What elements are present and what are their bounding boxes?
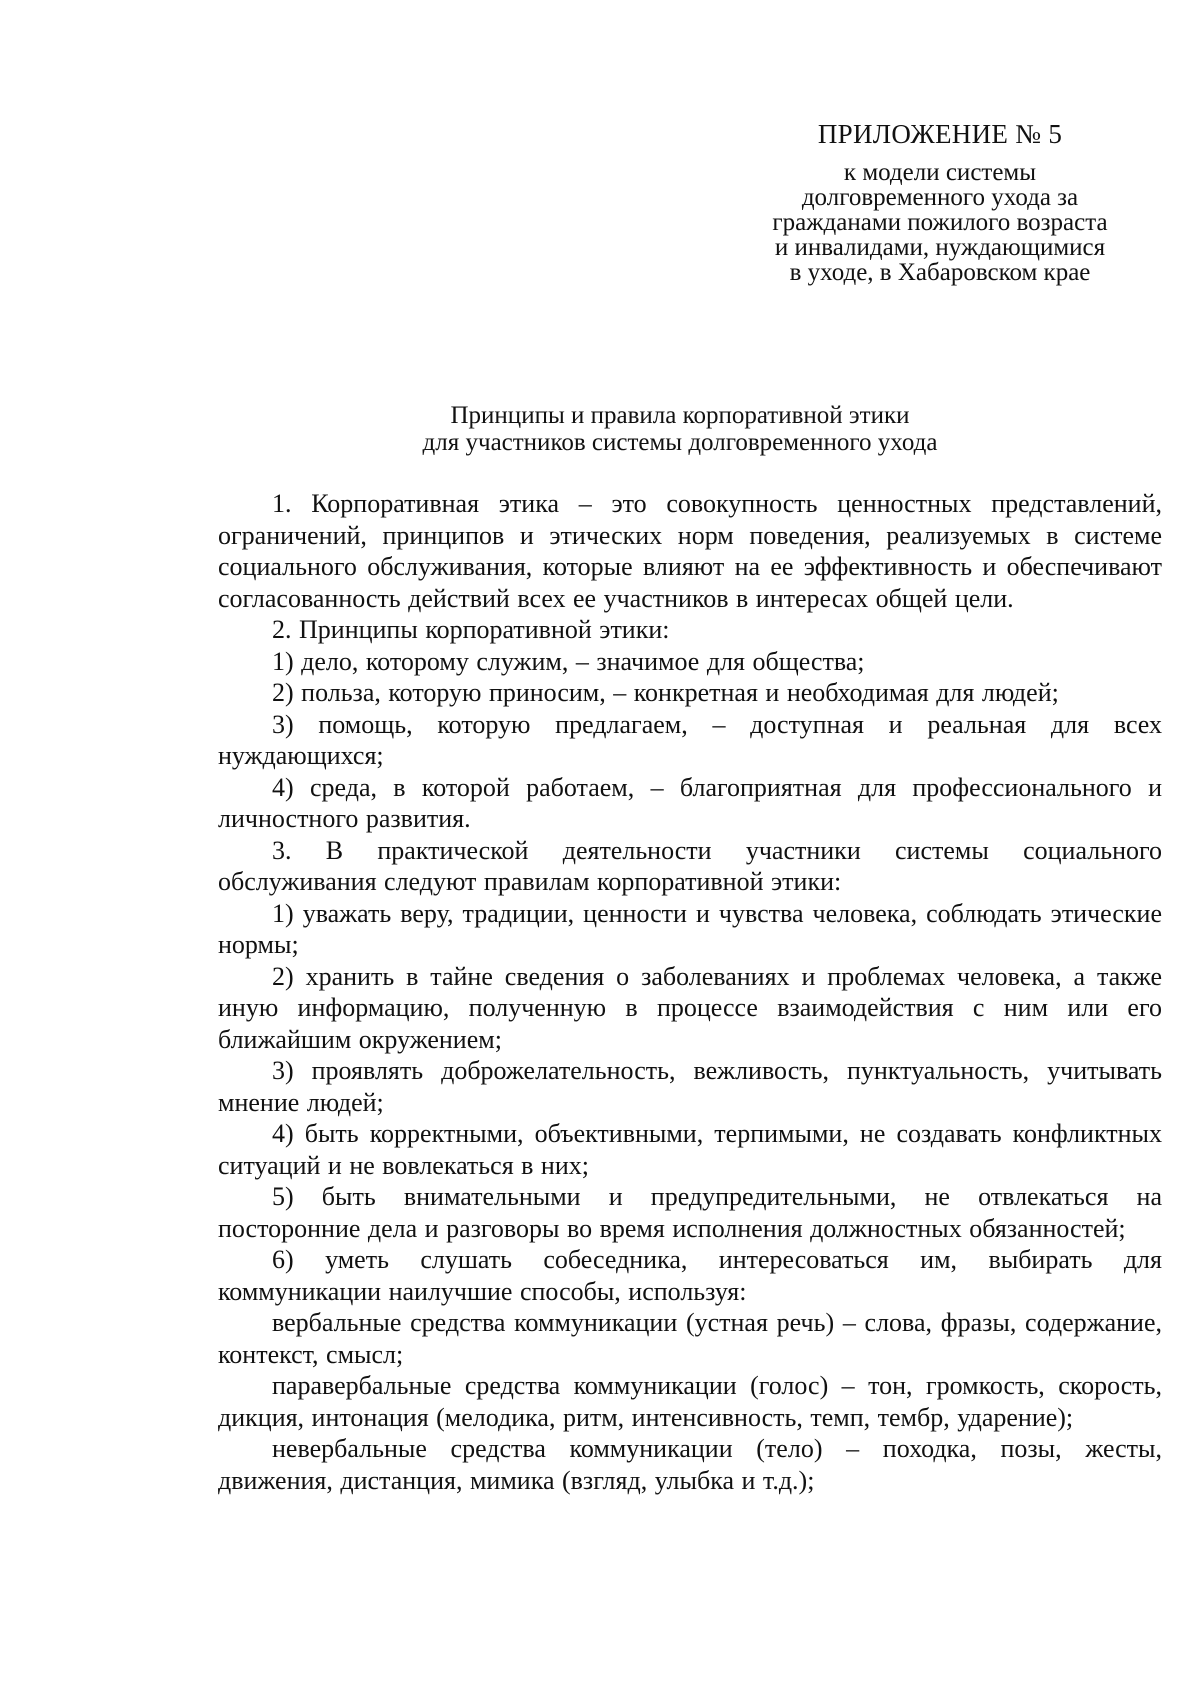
paragraph-2-principles-heading: 2. Принципы корпоративной этики:: [272, 615, 670, 644]
communication-means-item: паравербальные средства коммуникации (голос) – тон, громкость, скорость, дикция, интонация (мелодика, ритм, интенсивность, темп, тембр, ударение);: [218, 1371, 1162, 1432]
rule-item: 6) уметь слушать собеседника, интересоваться им, выбирать для коммуникации наилучшие способы, используя:: [218, 1245, 1162, 1306]
rule-item: 2) хранить в тайне сведения о заболеваниях и проблемах человека, а также иную информацию, полученную в процессе взаимодействия с ним или его ближайшим окружением;: [218, 961, 1162, 1054]
annex-subtitle-line: в уходе, в Хабаровском крае: [789, 259, 1091, 286]
paragraph-3-rules-heading: 3. В практической деятельности участники системы социального обслуживания следуют правилам корпоративной этики:: [218, 835, 1162, 896]
document-body: [218, 488, 1162, 1496]
paragraph-1-definition: 1. Корпоративная этика – это совокупность ценностных представлений, ограничений, принципов и этических норм поведения, реализуемых в системе социального обслуживания, которые влияют на ее эффективность и обеспечивают согласованность действий всех ее участников в интересах общей цели.: [218, 489, 1162, 613]
principle-item: 2) польза, которую приносим, – конкретная и необходимая для людей;: [272, 678, 1059, 707]
communication-means-item: невербальные средства коммуникации (тело) – походка, позы, жесты, движения, дистанция, мимика (взгляд, улыбка и т.д.);: [218, 1434, 1162, 1495]
principle-item: 4) среда, в которой работаем, – благоприятная для профессионального и личностного развития.: [218, 772, 1162, 833]
principle-item: 1) дело, которому служим, – значимое для общества;: [272, 646, 865, 676]
annex-title: ПРИЛОЖЕНИЕ № 5: [817, 119, 1063, 149]
document-title: [200, 402, 1160, 456]
document-title-line: Принципы и правила корпоративной этики: [450, 402, 910, 429]
communication-means-item: вербальные средства коммуникации (устная речь) – слова, фразы, содержание, контекст, смысл;: [218, 1308, 1162, 1369]
document-title-line: для участников системы долговременного ухода: [422, 429, 938, 456]
annex-header: [740, 118, 1140, 285]
annex-subtitle-line: и инвалидами, нуждающимися: [774, 234, 1106, 261]
rule-item: 3) проявлять доброжелательность, вежливость, пунктуальность, учитывать мнение людей;: [218, 1056, 1162, 1117]
principle-item: 3) помощь, которую предлагаем, – доступная и реальная для всех нуждающихся;: [218, 709, 1162, 770]
rule-item: 4) быть корректными, объективными, терпимыми, не создавать конфликтных ситуаций и не вовлекаться в них;: [218, 1119, 1162, 1180]
annex-subtitle-line: к модели системы: [843, 159, 1037, 186]
rule-item: 5) быть внимательными и предупредительными, не отвлекаться на посторонние дела и разговоры во время исполнения должностных обязанностей;: [218, 1182, 1162, 1243]
annex-subtitle-line: долговременного ухода за: [801, 184, 1079, 211]
annex-subtitle-line: гражданами пожилого возраста: [772, 209, 1108, 236]
rule-item: 1) уважать веру, традиции, ценности и чувства человека, соблюдать этические нормы;: [218, 898, 1162, 959]
